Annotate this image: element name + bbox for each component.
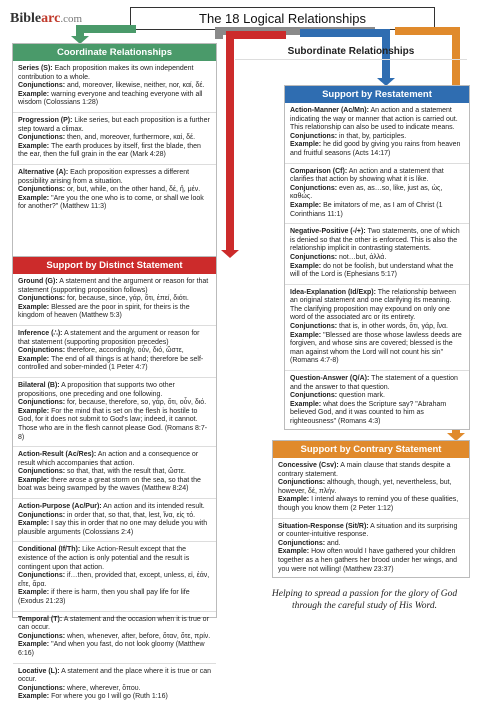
entry-negative-positive: Negative-Positive (-/+): Two statements, one of which is denied so that the other is enforced. This is also the relationship implicit in contrasting statements. Conjunctions: not…but, ἀλλά. Example: do not be foolish, but understand what the will of the Lord is (Ephesians 5:17) (285, 223, 469, 284)
entry-series: Series (S): Each proposition makes its own independent contribution to a whole. Conjunctions: and, moreover, likewise, neither, nor, καί, δέ. Example: warning everyone and teaching everyone with all wisdom (Colossians 1:28) (18, 65, 205, 107)
entry-idea-explanation: Idea-Explanation (Id/Exp): The relationship between an original statement and one clarifying its meaning. The clarifying proposition may expound on only one word of the associated arc or its entirety. Conjunctions: that is, in other words, ὅτι, γάρ, ἵνα. Example: "Blessed are those whose lawless deeds are forgiven, and whose sins are covered; blessed is the man against whom the Lord will not count his sin" (Romans 4:7-8) (285, 284, 469, 370)
arrow-orange-h (395, 27, 460, 35)
entry-inference: Inference (∴): A statement and the argument or reason for that statement (supporting proposition precedes) Conjunctions: therefore, accordingly, οὖν, διό, ὥστε, Example: The end of all things is at hand; therefore be self-controlled and sober-minded (1 Peter 4:7) (13, 325, 216, 377)
subordinate-heading: Subordinate Relationships (235, 43, 467, 60)
entry-conditional: Conditional (If/Th): Like Action-Result except that the existence of the action is only potential and the result is contingent upon that action. Conjunctions: if…then, provided that, except, unless, εἰ, ἐάν, εἴτε, ἄρα. Example: if there is harm, then you shall pay life for life (Exodus 21:23) (13, 541, 216, 610)
entry-alternative: Alternative (A): Each proposition expresses a different possibility arising from a situation. Conjunctions: or, but, while, on the other hand, δέ, ἤ, μέν. Example: "Are you the one who is to come, or shall we look for another?" (Matthew 11:3) (13, 164, 216, 216)
logo-text-main: Bible (10, 11, 42, 26)
logo-text-tail: .com (60, 13, 83, 25)
contrary-section (272, 440, 470, 578)
entry-ground: Ground (G): A statement and the argument or reason for that statement (supporting proposition follows) Conjunctions: for, because, since, γάρ, ὅτι, ἐπεί, διότι. Example: Blessed are the poor in spirit, for theirs is the kingdom of heaven (Matthew 5:3) (18, 278, 209, 320)
entry-action-manner: Action-Manner (Ac/Mn): An action and a statement indicating the way or manner that action is carried out. This relationship can also be used to indicate means. Conjunctions: in that, by, participles. Example: he did good by giving you rains from heaven and fruitful seasons (Acts 14:17) (290, 107, 461, 157)
page-title: The 18 Logical Relationships (130, 7, 435, 30)
coordinate-section (12, 43, 217, 269)
arrow-red-v (226, 31, 234, 251)
footer-tagline: Helping to spread a passion for the glory of God through the careful study of His Word. (271, 589, 458, 611)
contrary-heading: Support by Contrary Statement (273, 441, 469, 458)
entry-action-result: Action-Result (Ac/Res): An action and a consequence or result which accompanies that action. Conjunctions: so that, that, with the result that, ὥστε. Example: there arose a great storm on the sea, so that the boat was being swamped by the waves (Matthew 8:24) (13, 446, 216, 498)
entry-progression: Progression (P): Like series, but each proposition is a further step toward a climax. Conjunctions: then, and, moreover, furthermore, καί, δέ. Example: The earth produces by itself, first the blade, then the ear, then the full grain in the ear (Mark 4:28) (13, 112, 216, 164)
arrow-blue-h (300, 29, 390, 37)
entry-temporal: Temporal (T): A statement and the occasion when it is true or can occur. Conjunctions: when, whenever, after, before, ὅταν, ὅτε, πρίν. Example: "And when you fast, do not look gloomy (Matthew 6:16) (13, 611, 216, 663)
coordinate-heading: Coordinate Relationships (13, 44, 216, 61)
bibleARC-logo (10, 11, 82, 27)
entry-situation-response: Situation-Response (Sit/R): A situation and its surprising or counter-intuitive response. Conjunctions: and. Example: How often would I have gathered your children together as a hen gathers her brood under her wings, and you were not willing! (Matthew 23:37) (273, 518, 469, 579)
entry-bilateral: Bilateral (B): A proposition that supports two other propositions, one preceding and one following. Conjunctions: for, because, therefore, so, γάρ, ὅτι, οὖν, διό. Example: For the mind that is set on the flesh is hostile to God, for it does not submit to God's law; indeed, it cannot. Those who are in the flesh cannot please God. (Romans 8:7-8) (13, 377, 216, 446)
entry-comparison: Comparison (Cf): An action and a statement that clarifies that action by showing what it is like. Conjunctions: even as, as…so, like, just as, ὡς, καθώς. Example: Be imitators of me, as I am of Christ (1 Corinthians 11:1) (285, 163, 469, 224)
entry-action-purpose: Action-Purpose (Ac/Pur): An action and its intended result. Conjunctions: in order that, so that, that, lest, ἵνα, εἰς τό. Example: I say this in order that no one may delude you with plausible arguments (Colossians 2:4) (13, 498, 216, 541)
arrow-red-h (226, 31, 286, 39)
entry-concessive: Concessive (Csv): A main clause that stands despite a contrary statement. Conjunctions: although, though, yet, nevertheless, but, however, δέ, πλήν. Example: I intend always to remind you of these qualities, though you know them (2 Peter 1:12) (278, 462, 459, 512)
entry-locative: Locative (L): A statement and the place where it is true or can occur. Conjunctions: where, wherever, ὅπου. Example: For where you go I will go (Ruth 1:16) (13, 663, 216, 706)
restatement-heading: Support by Restatement (285, 86, 469, 103)
restatement-section (284, 85, 470, 430)
distinct-section (12, 256, 217, 701)
logo-text-accent: arc (41, 11, 61, 26)
distinct-heading: Support by Distinct Statement (13, 257, 216, 274)
arrow-green-h (76, 25, 136, 33)
entry-question-answer: Question-Answer (Q/A): The statement of a question and the answer to that question. Conjunctions: question mark. Example: what does the Scripture say? "Abraham believed God, and it was counted to him as righteousness" (Romans 4:3) (285, 370, 469, 431)
arrow-gray-v (215, 27, 223, 39)
arrow-red-head (221, 250, 239, 258)
